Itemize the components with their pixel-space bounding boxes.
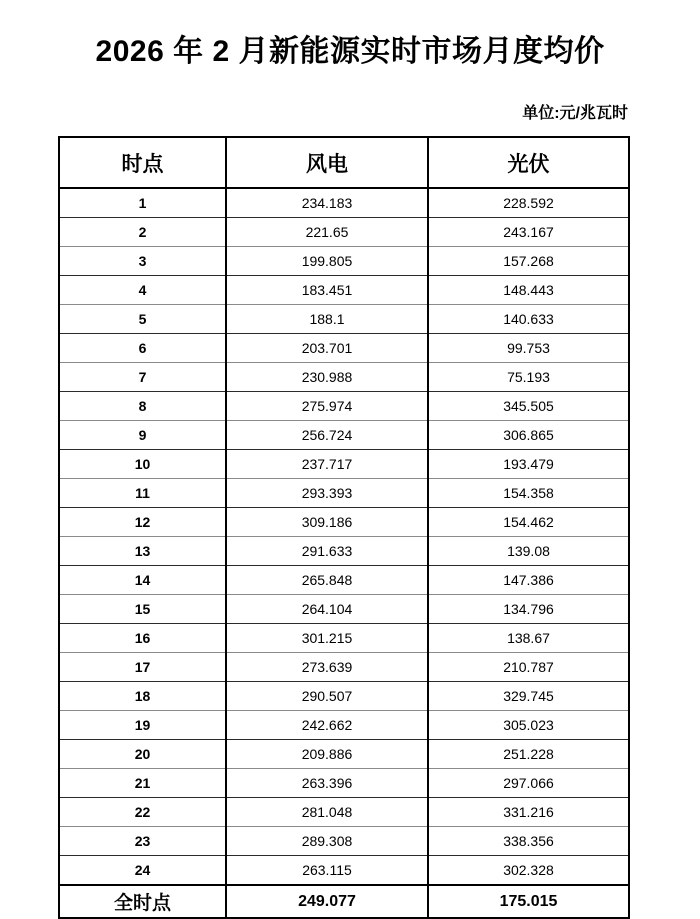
cell-wind-price: 290.507 <box>226 682 428 711</box>
cell-time-point: 3 <box>59 247 226 276</box>
column-header-solar: 光伏 <box>428 137 629 188</box>
cell-wind-price: 309.186 <box>226 508 428 537</box>
cell-solar-price: 228.592 <box>428 188 629 218</box>
cell-solar-price: 345.505 <box>428 392 629 421</box>
column-header-time-point: 时点 <box>59 137 226 188</box>
cell-time-point: 19 <box>59 711 226 740</box>
table-row <box>59 276 629 305</box>
cell-time-point: 11 <box>59 479 226 508</box>
cell-solar-price: 75.193 <box>428 363 629 392</box>
cell-wind-price: 281.048 <box>226 798 428 827</box>
table-row <box>59 392 629 421</box>
table-row <box>59 421 629 450</box>
table-row <box>59 769 629 798</box>
cell-solar-price: 193.479 <box>428 450 629 479</box>
cell-wind-price: 230.988 <box>226 363 428 392</box>
cell-time-point: 10 <box>59 450 226 479</box>
cell-solar-price: 297.066 <box>428 769 629 798</box>
table-row <box>59 247 629 276</box>
cell-solar-price: 134.796 <box>428 595 629 624</box>
cell-wind-price: 263.396 <box>226 769 428 798</box>
cell-wind-price: 209.886 <box>226 740 428 769</box>
cell-solar-price: 302.328 <box>428 856 629 886</box>
cell-time-point: 1 <box>59 188 226 218</box>
cell-solar-price: 147.386 <box>428 566 629 595</box>
cell-time-point: 16 <box>59 624 226 653</box>
cell-time-point: 9 <box>59 421 226 450</box>
table-row <box>59 363 629 392</box>
table-row <box>59 305 629 334</box>
column-header-wind: 风电 <box>226 137 428 188</box>
cell-time-point: 18 <box>59 682 226 711</box>
total-wind-price: 249.077 <box>226 885 428 918</box>
cell-time-point: 13 <box>59 537 226 566</box>
cell-solar-price: 154.358 <box>428 479 629 508</box>
cell-wind-price: 275.974 <box>226 392 428 421</box>
cell-time-point: 5 <box>59 305 226 334</box>
table-total-row <box>59 885 629 918</box>
page-title: 2026 年 2 月新能源实时市场月度均价 <box>95 35 605 68</box>
cell-wind-price: 237.717 <box>226 450 428 479</box>
cell-wind-price: 265.848 <box>226 566 428 595</box>
cell-solar-price: 243.167 <box>428 218 629 247</box>
cell-time-point: 7 <box>59 363 226 392</box>
cell-wind-price: 293.393 <box>226 479 428 508</box>
cell-time-point: 23 <box>59 827 226 856</box>
table-row <box>59 624 629 653</box>
cell-wind-price: 183.451 <box>226 276 428 305</box>
cell-solar-price: 139.08 <box>428 537 629 566</box>
cell-solar-price: 154.462 <box>428 508 629 537</box>
monthly-average-price-table <box>58 136 630 919</box>
cell-solar-price: 210.787 <box>428 653 629 682</box>
table-row <box>59 188 629 218</box>
table-row <box>59 508 629 537</box>
cell-time-point: 12 <box>59 508 226 537</box>
cell-wind-price: 203.701 <box>226 334 428 363</box>
cell-time-point: 22 <box>59 798 226 827</box>
table-header <box>59 137 629 188</box>
table-row <box>59 682 629 711</box>
cell-wind-price: 221.65 <box>226 218 428 247</box>
cell-wind-price: 242.662 <box>226 711 428 740</box>
table-container <box>58 136 628 919</box>
table-row <box>59 450 629 479</box>
cell-solar-price: 329.745 <box>428 682 629 711</box>
cell-time-point: 24 <box>59 856 226 886</box>
table-row <box>59 711 629 740</box>
cell-solar-price: 138.67 <box>428 624 629 653</box>
cell-solar-price: 148.443 <box>428 276 629 305</box>
cell-wind-price: 264.104 <box>226 595 428 624</box>
cell-time-point: 6 <box>59 334 226 363</box>
table-row <box>59 479 629 508</box>
cell-solar-price: 99.753 <box>428 334 629 363</box>
cell-solar-price: 305.023 <box>428 711 629 740</box>
cell-wind-price: 199.805 <box>226 247 428 276</box>
cell-solar-price: 338.356 <box>428 827 629 856</box>
cell-wind-price: 234.183 <box>226 188 428 218</box>
total-label: 全时点 <box>59 885 226 918</box>
cell-time-point: 8 <box>59 392 226 421</box>
cell-solar-price: 157.268 <box>428 247 629 276</box>
table-body <box>59 188 629 918</box>
table-row <box>59 537 629 566</box>
table-row <box>59 595 629 624</box>
cell-wind-price: 301.215 <box>226 624 428 653</box>
cell-solar-price: 140.633 <box>428 305 629 334</box>
cell-time-point: 14 <box>59 566 226 595</box>
table-row <box>59 740 629 769</box>
table-row <box>59 856 629 886</box>
table-row <box>59 334 629 363</box>
cell-wind-price: 291.633 <box>226 537 428 566</box>
table-header-row <box>59 137 629 188</box>
cell-time-point: 4 <box>59 276 226 305</box>
cell-time-point: 15 <box>59 595 226 624</box>
cell-time-point: 2 <box>59 218 226 247</box>
cell-wind-price: 289.308 <box>226 827 428 856</box>
cell-wind-price: 256.724 <box>226 421 428 450</box>
table-row <box>59 218 629 247</box>
table-row <box>59 827 629 856</box>
cell-time-point: 21 <box>59 769 226 798</box>
cell-wind-price: 273.639 <box>226 653 428 682</box>
cell-wind-price: 188.1 <box>226 305 428 334</box>
cell-time-point: 17 <box>59 653 226 682</box>
cell-solar-price: 331.216 <box>428 798 629 827</box>
table-row <box>59 653 629 682</box>
table-row <box>59 798 629 827</box>
table-row <box>59 566 629 595</box>
total-solar-price: 175.015 <box>428 885 629 918</box>
cell-time-point: 20 <box>59 740 226 769</box>
unit-note: 单位:元/兆瓦时 <box>522 105 628 122</box>
cell-solar-price: 251.228 <box>428 740 629 769</box>
cell-wind-price: 263.115 <box>226 856 428 886</box>
cell-solar-price: 306.865 <box>428 421 629 450</box>
